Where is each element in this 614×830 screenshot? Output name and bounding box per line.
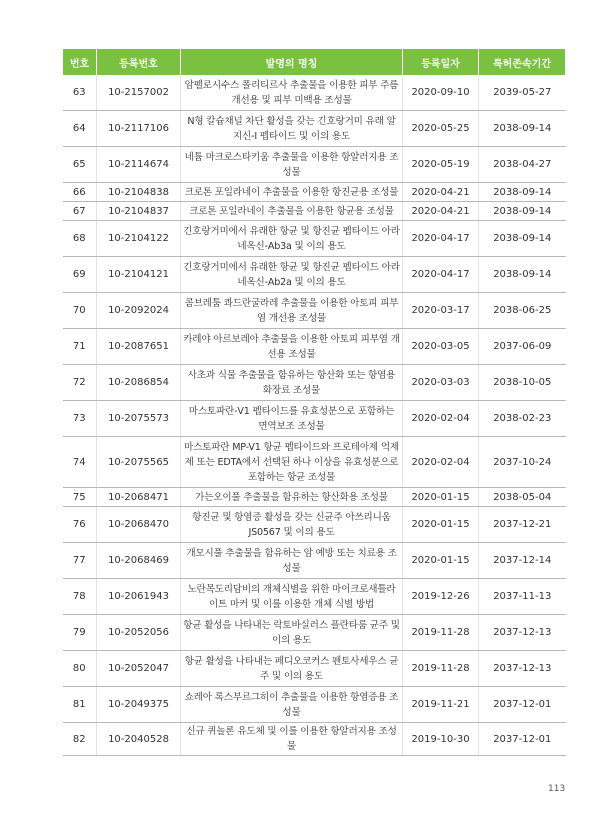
registration-date: 2020-02-04 xyxy=(403,437,479,488)
row-number: 80 xyxy=(63,651,97,687)
patent-term-end: 2038-09-14 xyxy=(479,111,566,147)
table-row xyxy=(63,147,566,183)
invention-title: 항균 활성을 나타내는 페디오코커스 펜토사세우스 균주 및 이의 용도 xyxy=(181,651,403,687)
registration-date: 2020-09-10 xyxy=(403,75,479,111)
registration-date: 2019-11-28 xyxy=(403,615,479,651)
registration-number: 10-2052047 xyxy=(97,651,181,687)
row-number: 66 xyxy=(63,183,97,202)
patent-term-end: 2038-09-14 xyxy=(479,221,566,257)
registration-date: 2020-03-05 xyxy=(403,329,479,365)
table-row xyxy=(63,221,566,257)
patent-term-end: 2038-09-14 xyxy=(479,202,566,221)
patent-term-end: 2038-10-05 xyxy=(479,365,566,401)
table-row xyxy=(63,651,566,687)
registration-number: 10-2092024 xyxy=(97,293,181,329)
patent-term-end: 2038-02-23 xyxy=(479,401,566,437)
row-number: 67 xyxy=(63,202,97,221)
row-number: 77 xyxy=(63,543,97,579)
invention-title: 사초과 식물 추출물을 함유하는 항산화 또는 항염용 화장료 조성물 xyxy=(181,365,403,401)
patent-term-end: 2037-06-09 xyxy=(479,329,566,365)
table-row xyxy=(63,615,566,651)
invention-title: 네튬 마크로스타키움 추출물을 이용한 항알러지용 조성물 xyxy=(181,147,403,183)
row-number: 81 xyxy=(63,687,97,723)
row-number: 78 xyxy=(63,579,97,615)
row-number: 76 xyxy=(63,507,97,543)
patent-term-end: 2037-11-13 xyxy=(479,579,566,615)
row-number: 65 xyxy=(63,147,97,183)
registration-number: 10-2075573 xyxy=(97,401,181,437)
table-row xyxy=(63,723,566,756)
row-number: 70 xyxy=(63,293,97,329)
invention-title: 긴호랑거미에서 유래한 항균 및 항진균 펩타이드 아라네옥신-Ab3a 및 이의 용도 xyxy=(181,221,403,257)
table-row xyxy=(63,111,566,147)
table-header-row xyxy=(63,49,566,75)
row-number: 73 xyxy=(63,401,97,437)
registration-date: 2019-10-30 xyxy=(403,723,479,756)
table-row xyxy=(63,543,566,579)
header-number: 번호 xyxy=(63,49,97,75)
invention-title: 긴호랑거미에서 유래한 항균 및 항진균 펩타이드 아라네옥신-Ab2a 및 이의 용도 xyxy=(181,257,403,293)
registration-number: 10-2086854 xyxy=(97,365,181,401)
registration-date: 2020-03-03 xyxy=(403,365,479,401)
registration-date: 2019-11-28 xyxy=(403,651,479,687)
table-row xyxy=(63,579,566,615)
registration-date: 2020-04-21 xyxy=(403,183,479,202)
registration-date: 2020-04-17 xyxy=(403,257,479,293)
patent-term-end: 2038-06-25 xyxy=(479,293,566,329)
row-number: 75 xyxy=(63,488,97,507)
patent-term-end: 2037-12-13 xyxy=(479,615,566,651)
row-number: 68 xyxy=(63,221,97,257)
row-number: 82 xyxy=(63,723,97,756)
header-registration-number: 등록번호 xyxy=(97,49,181,75)
patent-term-end: 2037-12-01 xyxy=(479,723,566,756)
patent-term-end: 2037-12-01 xyxy=(479,687,566,723)
patent-term-end: 2038-05-04 xyxy=(479,488,566,507)
registration-date: 2020-04-21 xyxy=(403,202,479,221)
row-number: 64 xyxy=(63,111,97,147)
patent-term-end: 2038-09-14 xyxy=(479,257,566,293)
table-row xyxy=(63,488,566,507)
registration-number: 10-2104122 xyxy=(97,221,181,257)
registration-date: 2020-04-17 xyxy=(403,221,479,257)
table-row xyxy=(63,75,566,111)
table-row xyxy=(63,257,566,293)
registration-number: 10-2104838 xyxy=(97,183,181,202)
header-registration-date: 등록일자 xyxy=(403,49,479,75)
invention-title: 마스토파란-V1 펩타이드를 유효성분으로 포함하는 면역보조 조성물 xyxy=(181,401,403,437)
invention-title: 마스토파란 MP-V1 항균 펩타이드와 프로테아제 억제제 또는 EDTA에서 선택된 하나 이상을 유효성분으로 포함하는 항균 조성물 xyxy=(181,437,403,488)
registration-number: 10-2117106 xyxy=(97,111,181,147)
registration-number: 10-2068470 xyxy=(97,507,181,543)
row-number: 72 xyxy=(63,365,97,401)
invention-title: 콤브레툼 콰드란굴라레 추출물을 이용한 아토피 피부염 개선용 조성물 xyxy=(181,293,403,329)
registration-date: 2020-05-25 xyxy=(403,111,479,147)
registration-number: 10-2049375 xyxy=(97,687,181,723)
header-patent-term: 특허존속기간 xyxy=(479,49,566,75)
row-number: 71 xyxy=(63,329,97,365)
registration-date: 2020-05-19 xyxy=(403,147,479,183)
table-row xyxy=(63,437,566,488)
invention-title: 가는오이풀 추출물을 함유하는 항산화용 조성물 xyxy=(181,488,403,507)
patent-term-end: 2038-04-27 xyxy=(479,147,566,183)
invention-title: N형 칼슘채널 차단 활성을 갖는 긴호랑거미 유래 알지신-Ⅰ 펩타이드 및 이의 용도 xyxy=(181,111,403,147)
invention-title: 노란목도리담비의 개체식별을 위한 마이크로새틀라이트 마커 및 이를 이용한 개체 식별 방법 xyxy=(181,579,403,615)
table-row xyxy=(63,293,566,329)
patent-term-end: 2037-12-13 xyxy=(479,651,566,687)
table-row xyxy=(63,401,566,437)
invention-title: 크로톤 포일라네이 추출물을 이용한 항진균용 조성물 xyxy=(181,183,403,202)
registration-date: 2020-02-04 xyxy=(403,401,479,437)
invention-title: 크로톤 포일라네이 추출물을 이용한 항균용 조성물 xyxy=(181,202,403,221)
registration-number: 10-2040528 xyxy=(97,723,181,756)
registration-number: 10-2061943 xyxy=(97,579,181,615)
registration-date: 2020-01-15 xyxy=(403,543,479,579)
invention-title: 쇼레아 록스부르그히이 추출물을 이용한 항염증용 조성물 xyxy=(181,687,403,723)
invention-title: 암펠로시수스 폴리티르사 추출물을 이용한 피부 주름 개선용 및 피부 미백용 조성물 xyxy=(181,75,403,111)
invention-title: 신규 퀴놀론 유도체 및 이를 이용한 항알러지용 조성물 xyxy=(181,723,403,756)
registration-date: 2020-03-17 xyxy=(403,293,479,329)
table-row xyxy=(63,183,566,202)
invention-title: 항진균 및 항염증 활성을 갖는 신균주 아쓰리니움 JS0567 및 이의 용도 xyxy=(181,507,403,543)
registration-number: 10-2068471 xyxy=(97,488,181,507)
patent-term-end: 2037-12-21 xyxy=(479,507,566,543)
patent-term-end: 2037-12-14 xyxy=(479,543,566,579)
patent-term-end: 2037-10-24 xyxy=(479,437,566,488)
registration-number: 10-2052056 xyxy=(97,615,181,651)
table-row xyxy=(63,202,566,221)
table-row xyxy=(63,687,566,723)
registration-number: 10-2157002 xyxy=(97,75,181,111)
invention-title: 항균 활성을 나타내는 락토바실러스 플란타룸 균주 및 이의 용도 xyxy=(181,615,403,651)
table-row xyxy=(63,507,566,543)
row-number: 74 xyxy=(63,437,97,488)
patent-term-end: 2039-05-27 xyxy=(479,75,566,111)
invention-title: 개모시풀 추출물을 함유하는 암 예방 또는 치료용 조성물 xyxy=(181,543,403,579)
table-body xyxy=(63,75,566,756)
registration-date: 2019-12-26 xyxy=(403,579,479,615)
registration-number: 10-2087651 xyxy=(97,329,181,365)
registration-number: 10-2068469 xyxy=(97,543,181,579)
page-number: 113 xyxy=(548,784,566,794)
registration-number: 10-2075565 xyxy=(97,437,181,488)
header-invention-title: 발명의 명칭 xyxy=(181,49,403,75)
row-number: 79 xyxy=(63,615,97,651)
registration-date: 2019-11-21 xyxy=(403,687,479,723)
registration-date: 2020-01-15 xyxy=(403,488,479,507)
patent-term-end: 2038-09-14 xyxy=(479,183,566,202)
registration-number: 10-2104837 xyxy=(97,202,181,221)
registration-number: 10-2114674 xyxy=(97,147,181,183)
patent-table xyxy=(62,49,566,756)
registration-date: 2020-01-15 xyxy=(403,507,479,543)
table-row xyxy=(63,329,566,365)
registration-number: 10-2104121 xyxy=(97,257,181,293)
row-number: 63 xyxy=(63,75,97,111)
row-number: 69 xyxy=(63,257,97,293)
invention-title: 카레야 아르보레아 추출물을 이용한 아토피 피부염 개선용 조성물 xyxy=(181,329,403,365)
table-row xyxy=(63,365,566,401)
